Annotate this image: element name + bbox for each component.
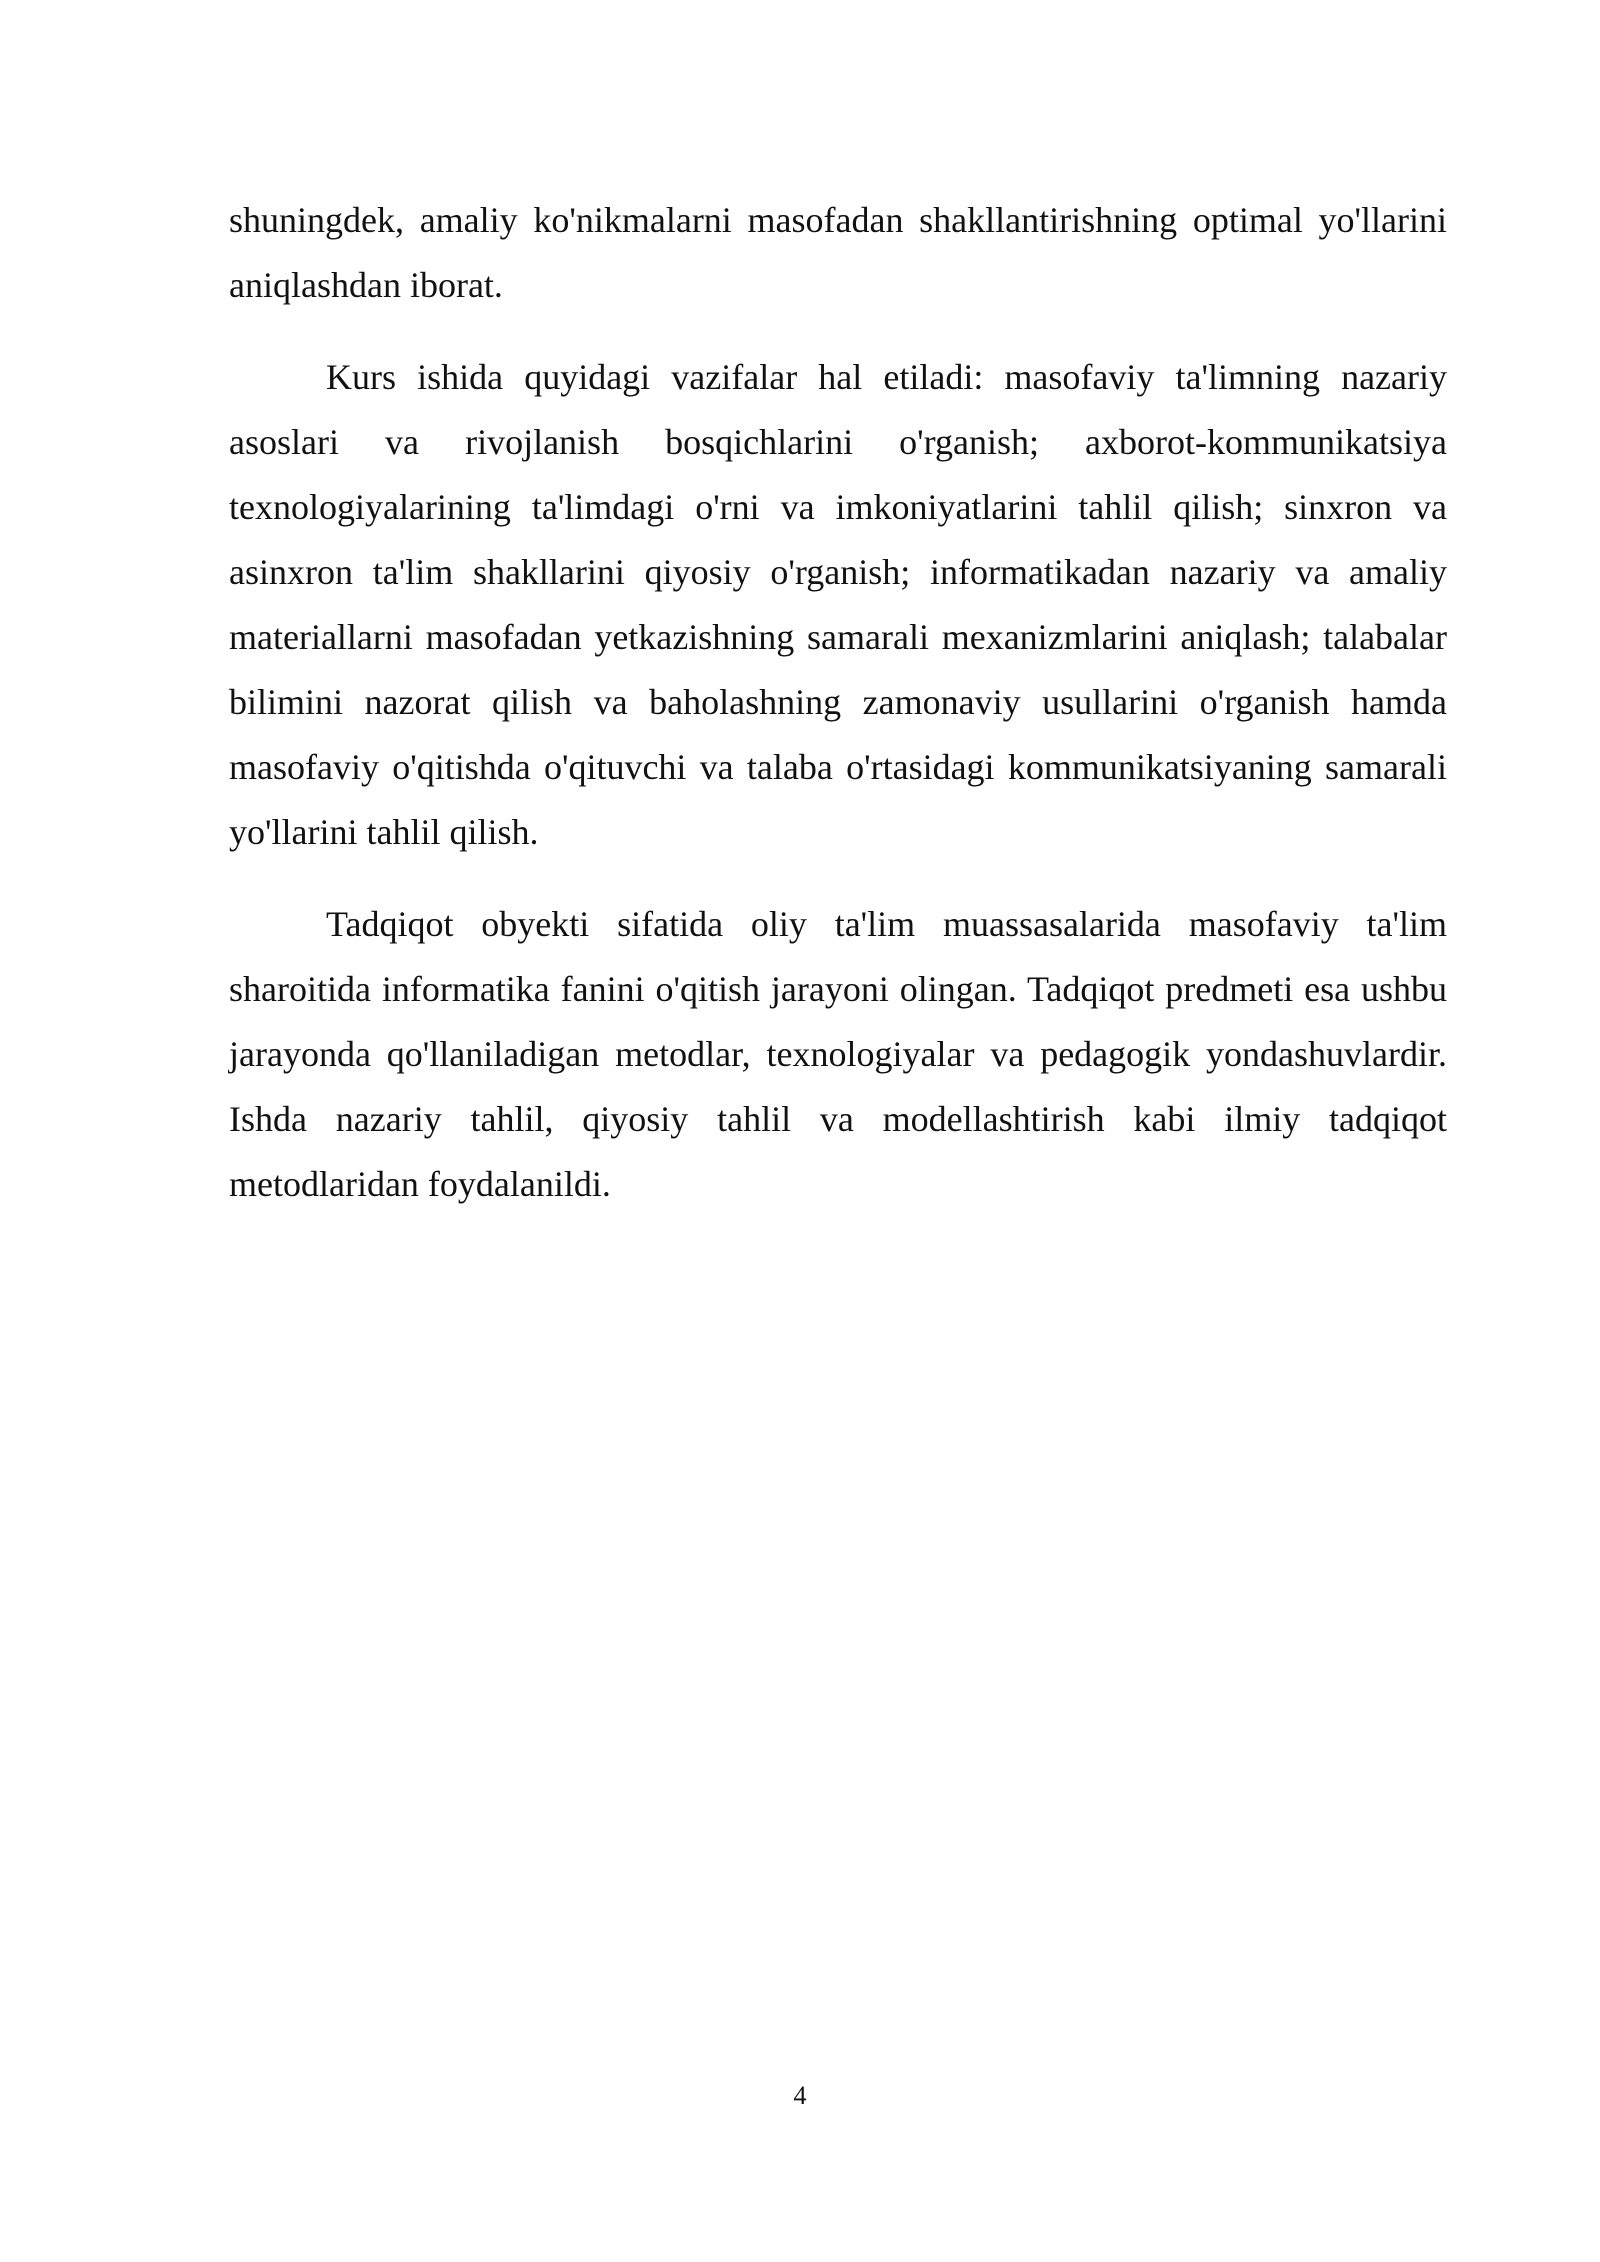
document-body [229, 188, 1447, 1244]
paragraph-continuation: shuningdek, amaliy ko'nikmalarni masofadan shakllantirishning optimal yo'llarini aniqlashdan iborat. [229, 200, 1447, 305]
paragraph-research-object: Tadqiqot obyekti sifatida oliy ta'lim muassasalarida masofaviy ta'lim sharoitida informatika fanini o'qitish jarayoni olingan. Tadqiqot predmeti esa ushbu jarayonda qo'llaniladigan metodlar, texnologiyalar va pedagogik yondashuvlardir. Ishda nazariy tahlil, qiyosiy tahlil va modellashtirish kabi ilmiy tadqiqot metodlaridan foydalanildi. [229, 904, 1447, 1204]
page-number: 4 [793, 2081, 807, 2110]
paragraph-tasks: Kurs ishida quyidagi vazifalar hal etiladi: masofaviy ta'limning nazariy asoslari va rivojlanish bosqichlarini o'rganish; axborot-kommunikatsiya texnologiyalarining ta'limdagi o'rni va imkoniyatlarini tahlil qilish; sinxron va asinxron ta'lim shakllarini qiyosiy o'rganish; informatikadan nazariy va amaliy materiallarni masofadan yetkazishning samarali mexanizmlarini aniqlash; talabalar bilimini nazorat qilish va baholashning zamonaviy usullarini o'rganish hamda masofaviy o'qitishda o'qituvchi va talaba o'rtasidagi kommunikatsiyaning samarali yo'llarini tahlil qilish. [229, 357, 1447, 852]
